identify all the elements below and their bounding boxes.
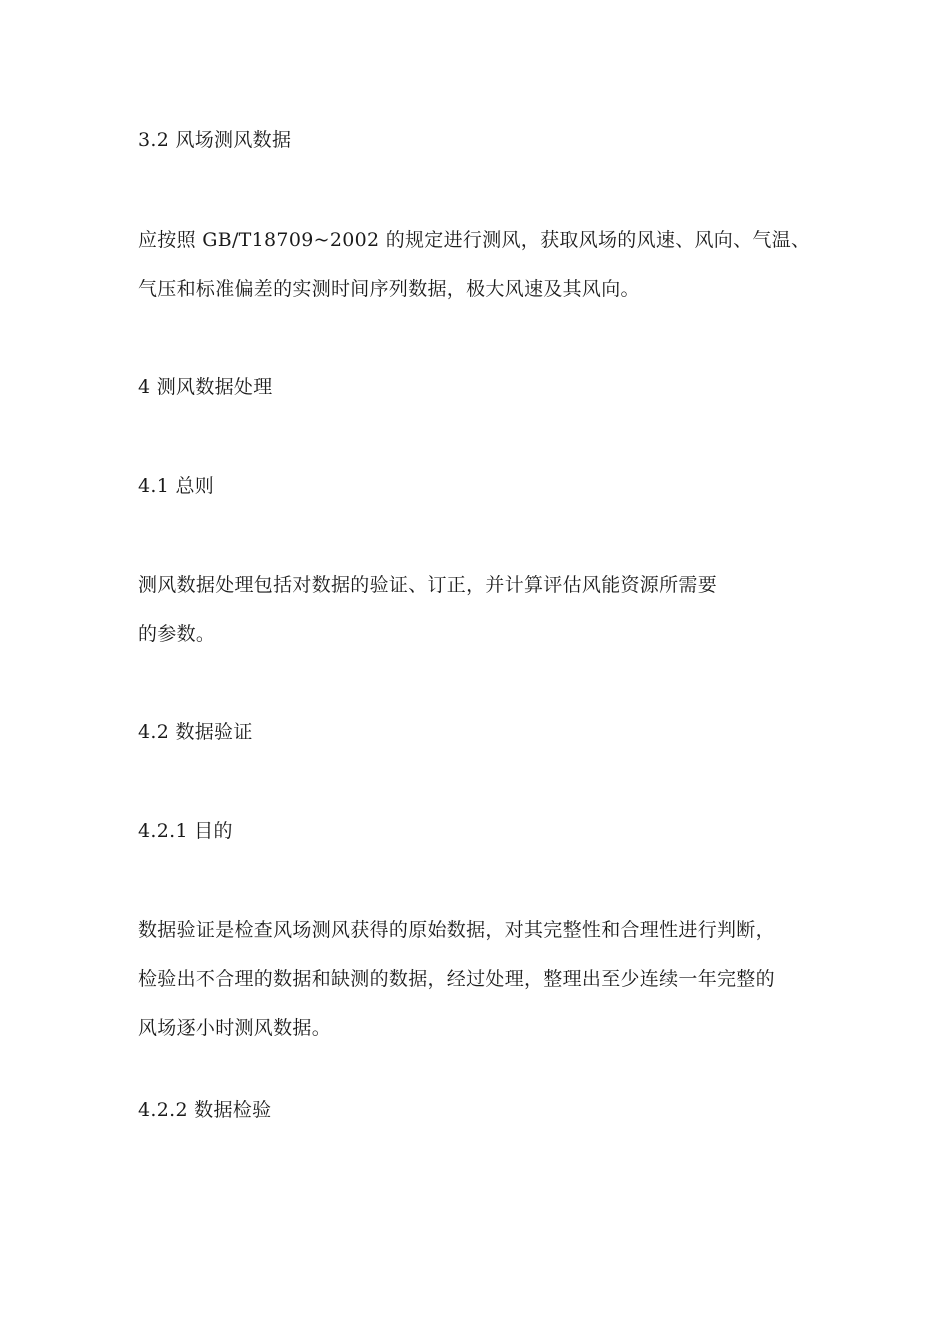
paragraph-line: 检验出不合理的数据和缺测的数据，经过处理，整理出至少连续一年完整的: [138, 968, 775, 990]
heading-4-2-1: 4.2.1 目的: [138, 820, 233, 842]
heading-3-2: 3.2 风场测风数据: [138, 129, 292, 151]
paragraph-line: 数据验证是检查风场测风获得的原始数据，对其完整性和合理性进行判断，: [138, 919, 775, 941]
paragraph-line: 测风数据处理包括对数据的验证、订正，并计算评估风能资源所需要: [138, 574, 718, 596]
paragraph-line: 气压和标准偏差的实测时间序列数据，极大风速及其风向。: [138, 278, 640, 300]
heading-4-2-2: 4.2.2 数据检验: [138, 1099, 272, 1121]
heading-4-2: 4.2 数据验证: [138, 721, 253, 743]
heading-4: 4 测风数据处理: [138, 376, 273, 398]
paragraph-line: 风场逐小时测风数据。: [138, 1017, 332, 1039]
paragraph-line: 应按照 GB/T18709~2002 的规定进行测风，获取风场的风速、风向、气温、: [138, 229, 811, 251]
paragraph-line: 的参数。: [138, 623, 216, 645]
heading-4-1: 4.1 总则: [138, 475, 215, 497]
